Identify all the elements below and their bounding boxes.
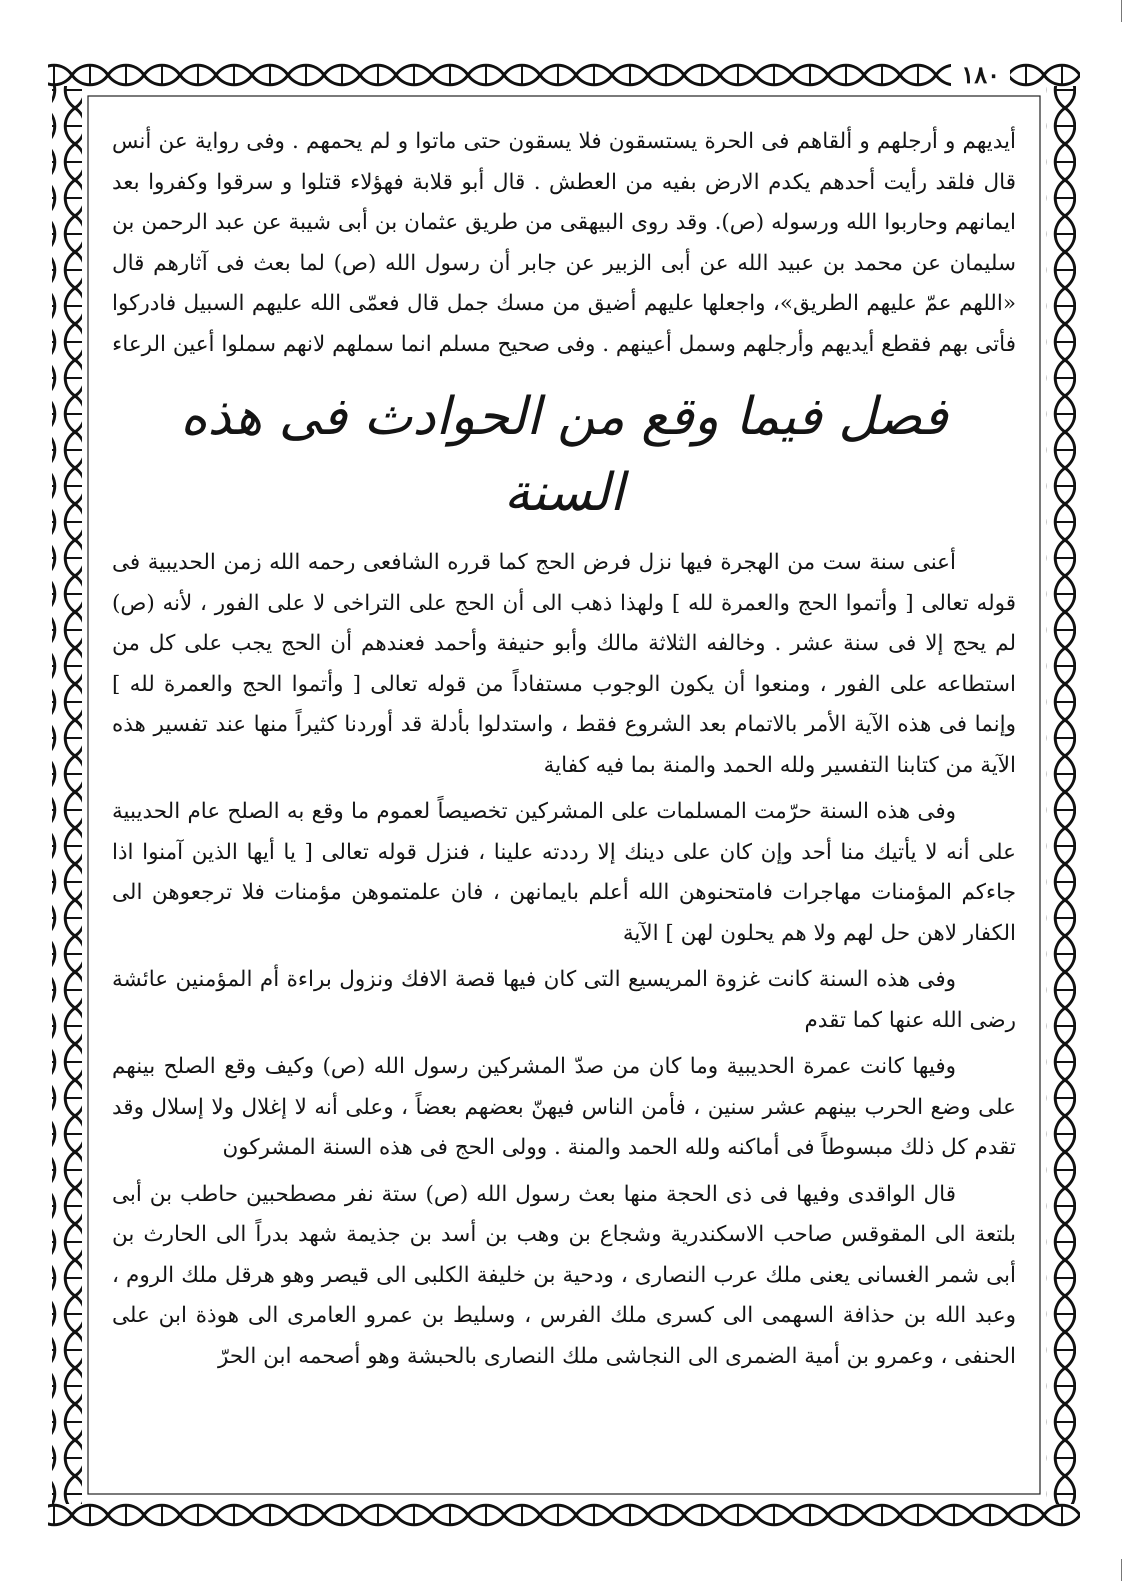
paragraph: أعنى سنة ست من الهجرة فيها نزل فرض الحج كما قرره الشافعى رحمه الله زمن الحديبية فى قوله تعالى [ وأتموا الحج والعمرة لله ] ولهذا ذهب الى أن الحج على التراخى لا على الفور ، لأنه (ص) لم يحج إلا فى سنة عشر . وخالفه الثلاثة مالك وأبو حنيفة وأحمد فعندهم أن الحج يجب على كل من استطاعه على الفور ، ومنعوا أن يكون الوجوب مستفاداً من قوله تعالى [ وأتموا الحج والعمرة لله ] وإنما فى هذه الآية الأمر بالاتمام بعد الشروع فقط ، واستدلوا بأدلة قد أوردنا كثيراً منها عند تفسير هذه الآية من كتابنا التفسير ولله الحمد والمنة بما فيه كفاية (112, 550, 1016, 778)
scan-edge-mark (1121, 1559, 1122, 1581)
page-number: ١٨٠ (951, 60, 1010, 90)
paragraph: وفيها كانت عمرة الحديبية وما كان من صدّ المشركين رسول الله (ص) وكيف وقع الصلح بينهم على وضع الحرب بينهم عشر سنين ، فأمن الناس فيهنّ بعضهم بعضاً ، وعلى أنه لا إغلال ولا إسلال وقد تقدم كل ذلك مبسوطاً فى أماكنه ولله الحمد والمنة . وولى الحج فى هذه السنة المشركون (112, 1054, 1016, 1160)
paragraph: وفى هذه السنة حرّمت المسلمات على المشركين تخصيصاً لعموم ما وقع به الصلح عام الحديبية على أنه لا يأتيك منا أحد وإن كان على دينك إلا رددته علينا ، فنزل قوله تعالى [ يا أيها الذين آمنوا اذا جاءكم المؤمنات مهاجرات فامتحنوهن الله أعلم بايمانهن ، فان علمتموهن مؤمنات فلا ترجعوهن الى الكفار لاهن حل لهم ولا هم يحلون لهن ] الآية (112, 799, 1016, 946)
paragraph: قال الواقدى وفيها فى ذى الحجة منها بعث رسول الله (ص) ستة نفر مصطحبين حاطب بن أبى بلتعة الى المقوقس صاحب الاسكندرية وشجاع بن وهب بن أسد بن جذيمة شهد بدراً الى الحارث بن أبى شمر الغسانى يعنى ملك عرب النصارى ، ودحية بن خليفة الكلبى الى قيصر وهو هرقل ملك الروم ، وعبد الله بن حذافة السهمى الى كسرى ملك الفرس ، وسليط بن عمرو العامرى الى هوذة ابن على الحنفى ، وعمرو بن أمية الضمرى الى النجاشى ملك النصارى بالحبشة وهو أصحمه ابن الحرّ (112, 1181, 1016, 1369)
page-content (112, 122, 1016, 1500)
paragraph: وفى هذه السنة كانت غزوة المريسيع التى كان فيها قصة الافك ونزول براءة أم المؤمنين عائشة رضى الله عنها كما تقدم (112, 967, 1016, 1033)
section-heading: فصل فيما وقع من الحوادث فى هذه السنة (180, 387, 948, 523)
paragraph: أيديهم و أرجلهم و ألقاهم فى الحرة يستسقون فلا يسقون حتى ماتوا و لم يحمهم . وفى رواية عن أنس قال فلقد رأيت أحدهم يكدم الارض بفيه من العطش . قال أبو قلابة فهؤلاء قتلوا و سرقوا وكفروا بعد ايمانهم وحاربوا الله ورسوله (ص). وقد روى البيهقى من طريق عثمان بن أبى شيبة عن عبد الرحمن بن سليمان عن محمد بن عبيد الله عن أبى الزبير عن جابر أن رسول الله (ص) لما بعث فى آثارهم قال «اللهم عمّ عليهم الطريق»، واجعلها عليهم أضيق من مسك جمل قال فعمّى الله عليهم السبيل فادركوا فأتى بهم فقطع أيديهم وأرجلهم وسمل أعينهم . وفى صحيح مسلم انما سملهم لانهم سملوا أعين الرعاء (112, 129, 1016, 357)
scan-edge-mark (1121, 0, 1122, 22)
